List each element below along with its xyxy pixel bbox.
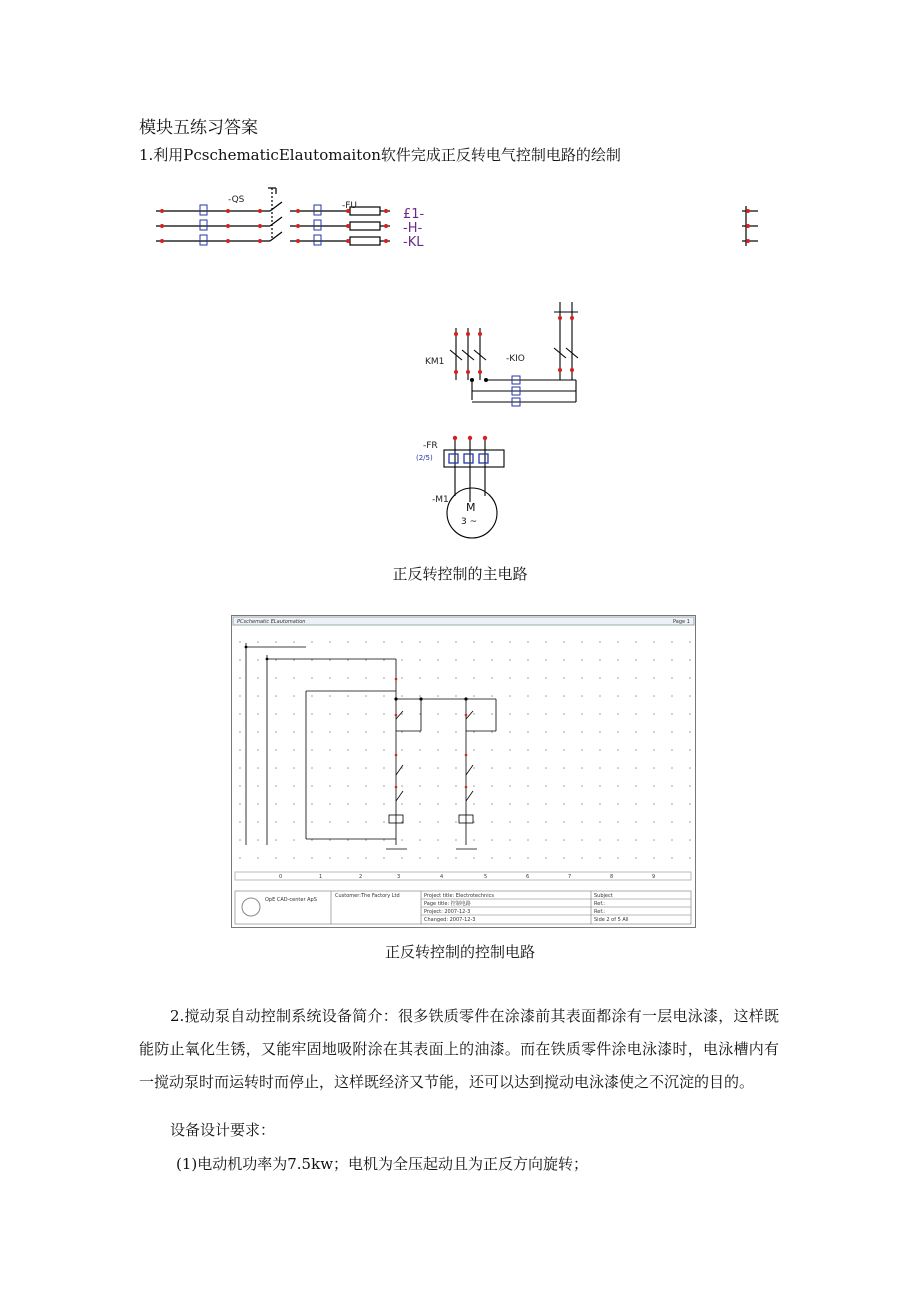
l1-label: £1- <box>403 207 425 222</box>
col-7: 7 <box>568 874 572 880</box>
col-9: 9 <box>652 874 656 880</box>
kl-label: -KL <box>403 235 424 250</box>
schematic-header-right: Page 1 <box>673 619 690 625</box>
question-2-text: 2.搅动泵自动控制系统设备简介：很多铁质零件在涂漆前其表面都涂有一层电泳漆，这样既能防止氧化生锈，又能牢固地吸附涂在其表面上的油漆。而在铁质零件涂电泳漆时，电泳槽内有一搅动泵时而运转时而停止，这样既经济又节能，还可以达到搅动电泳漆使之不沉淀的目的。 <box>139 1007 779 1091</box>
ref1-field: Ref.: <box>594 901 605 907</box>
qs-label: -QS <box>228 195 245 205</box>
page-title-field: Page title: 控制电路 <box>424 901 471 907</box>
subject-field: Subject <box>594 893 613 899</box>
col-0: 0 <box>279 874 283 880</box>
ref2-field: Ref.: <box>594 909 605 915</box>
schematic-header-left: PCschematic ELautomation <box>237 619 306 625</box>
control-circuit-diagram <box>231 615 696 928</box>
col-5: 5 <box>484 874 488 880</box>
h-label: -H- <box>403 221 423 236</box>
motor-3-label: 3 ~ <box>461 517 478 527</box>
thermal-relay-fr <box>444 436 504 502</box>
project-field: Project: 2007-12-3 <box>424 909 471 915</box>
col-8: 8 <box>610 874 614 880</box>
customer-value: The Factory Ltd <box>361 893 400 899</box>
main-circuit-diagram <box>150 180 780 560</box>
customer-label: Customer: <box>335 893 361 899</box>
fr-ref-label: (2/5) <box>416 454 433 462</box>
col-2: 2 <box>359 874 363 880</box>
project-title: Project title: Electrotechnics <box>424 893 494 899</box>
fr-label: -FR <box>423 441 438 451</box>
question-1-text: 1.利用PcschematicElautomaiton软件完成正反转电气控制电路的绘制 <box>139 146 621 164</box>
col-6: 6 <box>526 874 530 880</box>
page-title: 模块五练习答案 <box>139 118 258 138</box>
requirements-heading: 设备设计要求： <box>170 1121 276 1139</box>
phase-lines <box>156 188 758 246</box>
col-1: 1 <box>319 874 323 880</box>
control-circuit-caption: 正反转控制的控制电路 <box>384 943 535 961</box>
changed-field: Changed: 2007-12-3 <box>424 917 476 923</box>
requirement-1: (1)电动机功率为7.5kw；电机为全压起动且为正反方向旋转； <box>176 1155 589 1173</box>
fu-label: -FU <box>342 201 358 211</box>
motor-m-label: M <box>466 501 476 514</box>
company-name: OpE CAD-center ApS <box>265 897 317 903</box>
main-circuit-caption: 正反转控制的主电路 <box>392 565 528 583</box>
kio-label: -KIO <box>506 354 525 364</box>
col-4: 4 <box>440 874 444 880</box>
m1-label: -M1 <box>432 495 449 505</box>
col-3: 3 <box>397 874 401 880</box>
side-field: Side 2 of 5 All <box>594 917 629 923</box>
km1-label: KM1 <box>425 357 445 367</box>
